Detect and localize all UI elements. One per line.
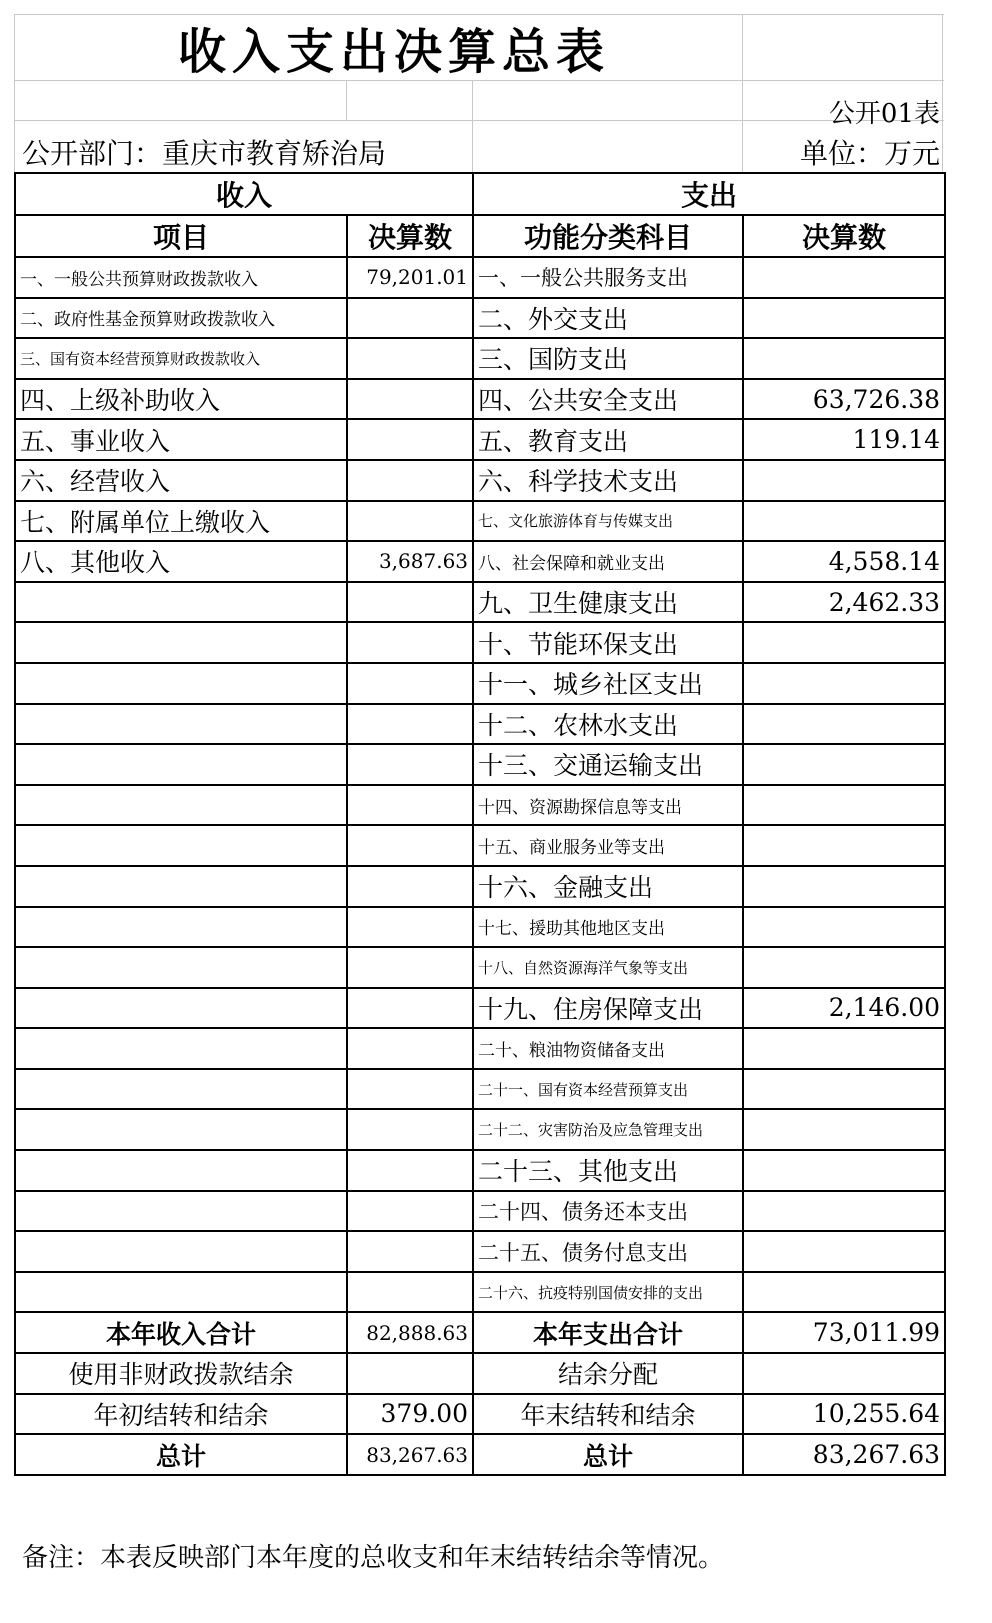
income-item-cell: 四、上级补助收入 xyxy=(15,379,347,420)
expense-amount-cell: 63,726.38 xyxy=(743,379,945,420)
income-item-cell: 七、附属单位上缴收入 xyxy=(15,501,347,542)
expense-amount-cell xyxy=(743,704,945,745)
income-amount-cell xyxy=(347,582,473,623)
income-item-cell: 三、国有资本经营预算财政拨款收入 xyxy=(15,338,347,379)
expense-amount-cell xyxy=(743,1109,945,1150)
table-row xyxy=(15,704,945,745)
income-item-cell xyxy=(15,744,347,785)
expense-amount-cell xyxy=(743,825,945,866)
expense-amount-cell: 2,146.00 xyxy=(743,988,945,1029)
expense-amount-cell xyxy=(743,338,945,379)
income-amount-cell xyxy=(347,1150,473,1191)
expense-item-cell: 一、一般公共服务支出 xyxy=(473,257,743,298)
expense-item-cell: 二、外交支出 xyxy=(473,298,743,339)
table-row xyxy=(15,338,945,379)
summary-income-label: 本年收入合计 xyxy=(15,1312,347,1353)
summary-income-label: 年初结转和结余 xyxy=(15,1394,347,1435)
page-title: 收入支出决算总表 xyxy=(177,24,610,80)
expense-item-cell: 十三、交通运输支出 xyxy=(473,744,743,785)
table-row xyxy=(15,663,945,704)
form-number: 公开01表 xyxy=(828,99,940,129)
income-item-cell xyxy=(15,582,347,623)
expense-amount-cell xyxy=(743,866,945,907)
expense-amount-cell: 2,462.33 xyxy=(743,582,945,623)
income-item-cell xyxy=(15,785,347,826)
table-row xyxy=(15,460,945,501)
table-row xyxy=(15,825,945,866)
gridline xyxy=(346,80,347,120)
unit-label: 单位：万元 xyxy=(799,137,940,170)
summary-expense-amount: 83,267.63 xyxy=(743,1434,945,1475)
expense-amount-cell xyxy=(743,744,945,785)
summary-expense-label: 结余分配 xyxy=(473,1353,743,1394)
table-row xyxy=(15,622,945,663)
expense-item-cell: 六、科学技术支出 xyxy=(473,460,743,501)
expense-amount-cell xyxy=(743,1231,945,1272)
department-label: 公开部门：重庆市教育矫治局 xyxy=(22,137,387,170)
expense-item-cell: 十九、住房保障支出 xyxy=(473,988,743,1029)
income-item-cell xyxy=(15,1028,347,1069)
expense-item-cell: 十七、援助其他地区支出 xyxy=(473,907,743,948)
income-item-cell xyxy=(15,947,347,988)
income-item-cell xyxy=(15,704,347,745)
table-row xyxy=(15,785,945,826)
table-row xyxy=(15,1109,945,1150)
func-item-header: 功能分类科目 xyxy=(473,215,743,257)
income-item-cell: 二、政府性基金预算财政拨款收入 xyxy=(15,298,347,339)
table-row xyxy=(15,907,945,948)
sheet xyxy=(14,14,976,1614)
summary-expense-amount xyxy=(743,1353,945,1394)
income-amount-cell xyxy=(347,907,473,948)
income-item-cell xyxy=(15,1150,347,1191)
table-row xyxy=(15,1191,945,1232)
expense-item-cell: 九、卫生健康支出 xyxy=(473,582,743,623)
summary-table xyxy=(14,172,946,1476)
table-row xyxy=(15,988,945,1029)
income-amount-cell xyxy=(347,460,473,501)
income-item-cell xyxy=(15,1109,347,1150)
expense-amount-cell xyxy=(743,501,945,542)
table-row xyxy=(15,1028,945,1069)
table-row xyxy=(15,298,945,339)
income-item-cell: 六、经营收入 xyxy=(15,460,347,501)
expense-amount-cell xyxy=(743,1069,945,1110)
income-amount-cell: 79,201.01 xyxy=(347,257,473,298)
summary-row xyxy=(15,1312,945,1353)
income-amount-cell xyxy=(347,825,473,866)
income-item-cell xyxy=(15,1191,347,1232)
expense-amount-cell xyxy=(743,663,945,704)
income-amount-cell xyxy=(347,419,473,460)
expense-item-cell: 十四、资源勘探信息等支出 xyxy=(473,785,743,826)
table-row xyxy=(15,582,945,623)
expense-header: 支出 xyxy=(473,173,945,215)
income-amount-cell xyxy=(347,501,473,542)
amount2-header: 决算数 xyxy=(743,215,945,257)
expense-item-cell: 十二、农林水支出 xyxy=(473,704,743,745)
income-item-cell xyxy=(15,825,347,866)
gridline xyxy=(472,80,473,172)
expense-item-cell: 七、文化旅游体育与传媒支出 xyxy=(473,501,743,542)
income-item-cell xyxy=(15,1231,347,1272)
income-amount-cell xyxy=(347,1231,473,1272)
table-row xyxy=(15,257,945,298)
income-item-cell: 一、一般公共预算财政拨款收入 xyxy=(15,257,347,298)
income-amount-cell xyxy=(347,1191,473,1232)
income-amount-cell xyxy=(347,622,473,663)
table-row xyxy=(15,1231,945,1272)
summary-income-amount xyxy=(347,1353,473,1394)
expense-amount-cell xyxy=(743,622,945,663)
summary-expense-amount: 10,255.64 xyxy=(743,1394,945,1435)
income-header: 收入 xyxy=(15,173,473,215)
income-amount-cell xyxy=(347,1109,473,1150)
expense-amount-cell xyxy=(743,1272,945,1313)
income-amount-cell xyxy=(347,988,473,1029)
gridline xyxy=(14,120,944,121)
summary-expense-label: 总计 xyxy=(473,1434,743,1475)
income-amount-cell xyxy=(347,785,473,826)
table-row xyxy=(15,1272,945,1313)
table-row xyxy=(15,1150,945,1191)
summary-row xyxy=(15,1353,945,1394)
income-item-cell xyxy=(15,907,347,948)
expense-item-cell: 二十一、国有资本经营预算支出 xyxy=(473,1069,743,1110)
expense-amount-cell xyxy=(743,1191,945,1232)
income-amount-cell xyxy=(347,947,473,988)
summary-expense-amount: 73,011.99 xyxy=(743,1312,945,1353)
income-amount-cell xyxy=(347,744,473,785)
income-item-cell xyxy=(15,1272,347,1313)
income-item-cell xyxy=(15,866,347,907)
income-item-cell xyxy=(15,663,347,704)
table-row xyxy=(15,419,945,460)
table-row xyxy=(15,379,945,420)
item-header: 项目 xyxy=(15,215,347,257)
summary-row xyxy=(15,1434,945,1475)
expense-item-cell: 十五、商业服务业等支出 xyxy=(473,825,743,866)
expense-item-cell: 二十五、债务付息支出 xyxy=(473,1231,743,1272)
gridline xyxy=(14,14,944,15)
income-amount-cell xyxy=(347,298,473,339)
summary-income-amount: 83,267.63 xyxy=(347,1434,473,1475)
income-amount-cell xyxy=(347,704,473,745)
income-amount-cell xyxy=(347,1069,473,1110)
income-item-cell: 八、其他收入 xyxy=(15,541,347,582)
table-row xyxy=(15,947,945,988)
summary-row xyxy=(15,1394,945,1435)
header-row-1 xyxy=(15,173,945,215)
summary-income-label: 使用非财政拨款结余 xyxy=(15,1353,347,1394)
income-amount-cell xyxy=(347,338,473,379)
expense-amount-cell: 119.14 xyxy=(743,419,945,460)
table-row xyxy=(15,1069,945,1110)
income-amount-cell xyxy=(347,663,473,704)
header-row-2 xyxy=(15,215,945,257)
expense-item-cell: 二十、粮油物资储备支出 xyxy=(473,1028,743,1069)
expense-amount-cell xyxy=(743,947,945,988)
expense-item-cell: 五、教育支出 xyxy=(473,419,743,460)
summary-income-amount: 379.00 xyxy=(347,1394,473,1435)
expense-item-cell: 二十四、债务还本支出 xyxy=(473,1191,743,1232)
footnote: 备注：本表反映部门本年度的总收支和年末结转结余等情况。 xyxy=(22,1543,725,1573)
expense-amount-cell xyxy=(743,1028,945,1069)
income-amount-cell xyxy=(347,379,473,420)
expense-item-cell: 四、公共安全支出 xyxy=(473,379,743,420)
expense-amount-cell xyxy=(743,460,945,501)
expense-item-cell: 十、节能环保支出 xyxy=(473,622,743,663)
table-row xyxy=(15,541,945,582)
table-row xyxy=(15,866,945,907)
summary-income-label: 总计 xyxy=(15,1434,347,1475)
expense-item-cell: 三、国防支出 xyxy=(473,338,743,379)
expense-amount-cell: 4,558.14 xyxy=(743,541,945,582)
expense-item-cell: 二十二、灾害防治及应急管理支出 xyxy=(473,1109,743,1150)
expense-item-cell: 十一、城乡社区支出 xyxy=(473,663,743,704)
income-item-cell: 五、事业收入 xyxy=(15,419,347,460)
expense-amount-cell xyxy=(743,298,945,339)
summary-income-amount: 82,888.63 xyxy=(347,1312,473,1353)
expense-item-cell: 十六、金融支出 xyxy=(473,866,743,907)
table-row xyxy=(15,501,945,542)
expense-item-cell: 八、社会保障和就业支出 xyxy=(473,541,743,582)
summary-expense-label: 年末结转和结余 xyxy=(473,1394,743,1435)
gridline xyxy=(942,14,943,172)
table-row xyxy=(15,744,945,785)
expense-amount-cell xyxy=(743,907,945,948)
income-amount-cell xyxy=(347,866,473,907)
summary-expense-label: 本年支出合计 xyxy=(473,1312,743,1353)
income-item-cell xyxy=(15,988,347,1029)
expense-item-cell: 二十六、抗疫特别国债安排的支出 xyxy=(473,1272,743,1313)
expense-item-cell: 十八、自然资源海洋气象等支出 xyxy=(473,947,743,988)
amount-header: 决算数 xyxy=(347,215,473,257)
expense-amount-cell xyxy=(743,785,945,826)
expense-amount-cell xyxy=(743,1150,945,1191)
income-amount-cell: 3,687.63 xyxy=(347,541,473,582)
expense-item-cell: 二十三、其他支出 xyxy=(473,1150,743,1191)
expense-amount-cell xyxy=(743,257,945,298)
income-amount-cell xyxy=(347,1272,473,1313)
income-item-cell xyxy=(15,622,347,663)
income-item-cell xyxy=(15,1069,347,1110)
income-amount-cell xyxy=(347,1028,473,1069)
